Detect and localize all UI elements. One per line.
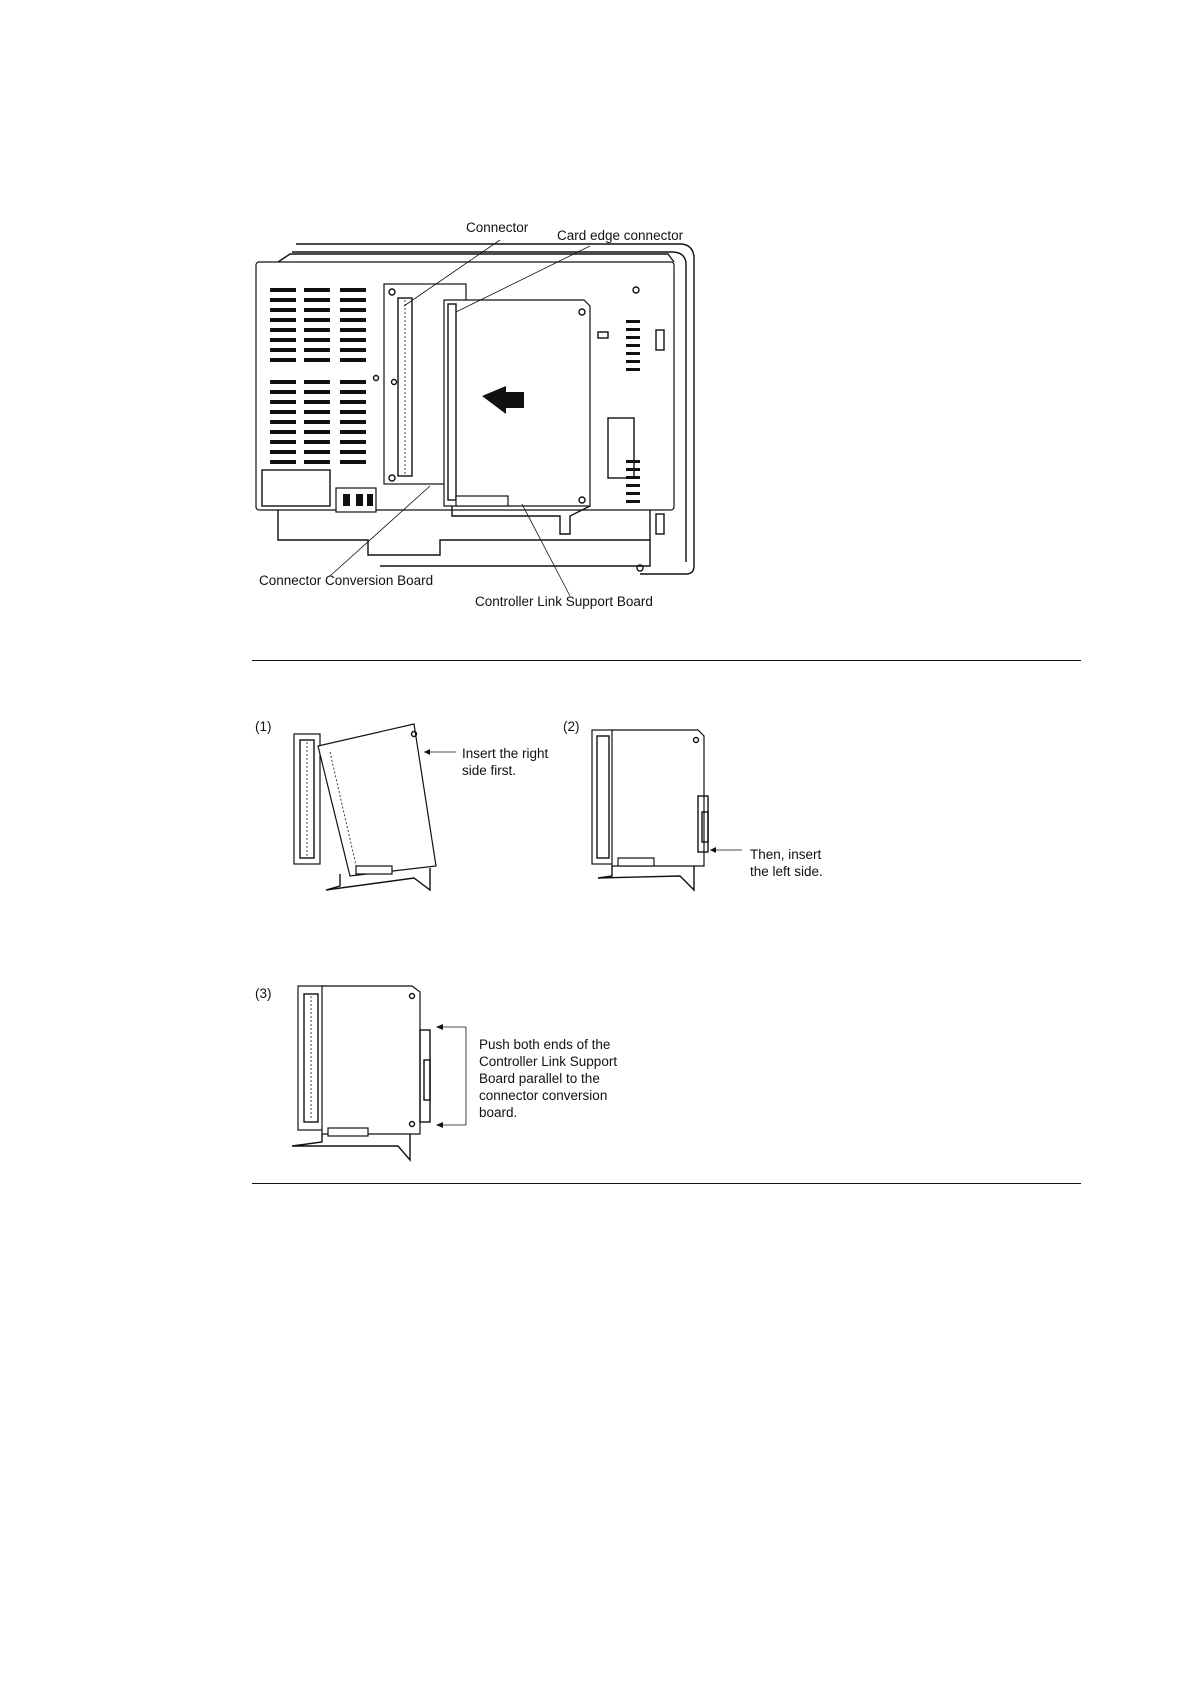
step3-illustration bbox=[292, 986, 466, 1160]
step1-illustration bbox=[294, 724, 456, 890]
divider-bottom bbox=[252, 1183, 1081, 1184]
label-card-edge-connector: Card edge connector bbox=[557, 228, 684, 243]
step1-note: Insert the right side first. bbox=[462, 746, 549, 778]
step2-number: (2) bbox=[563, 719, 580, 734]
step3-number: (3) bbox=[255, 986, 272, 1001]
label-controller-link-support-board: Controller Link Support Board bbox=[475, 594, 653, 609]
step2-note: Then, insert the left side. bbox=[750, 847, 823, 879]
step2-illustration bbox=[592, 730, 742, 890]
label-connector-conversion-board: Connector Conversion Board bbox=[259, 573, 434, 588]
step1-number: (1) bbox=[255, 719, 272, 734]
label-connector: Connector bbox=[466, 220, 529, 235]
step3-note: Push both ends of the Controller Link Support Board parallel to the connector conversion board. bbox=[479, 1037, 618, 1120]
